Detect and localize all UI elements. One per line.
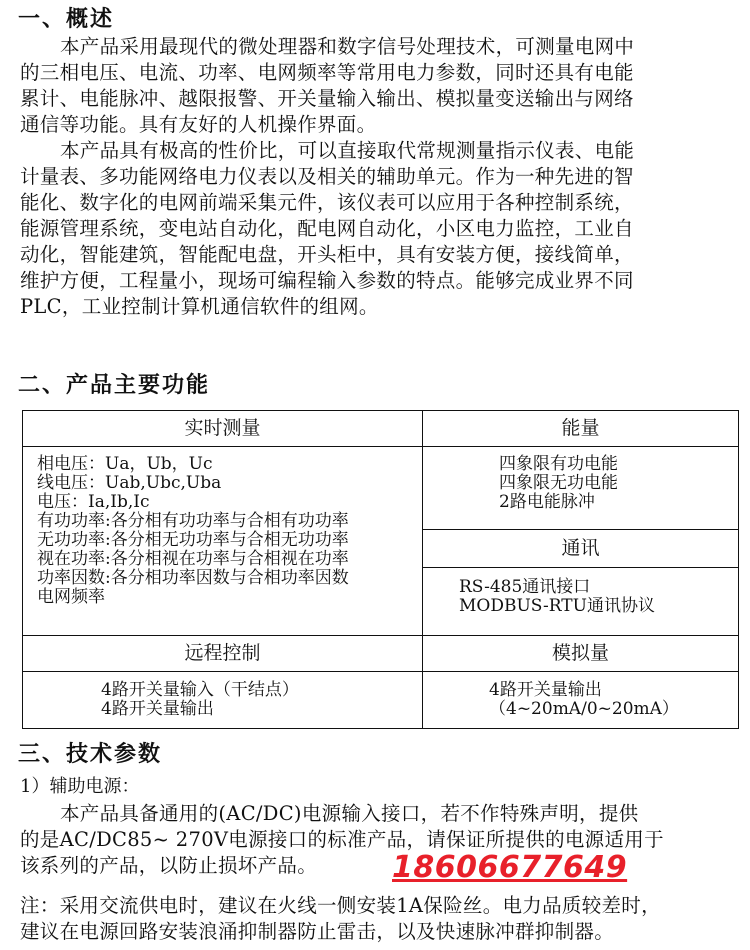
phone-number-watermark: 18606677649 <box>392 850 628 885</box>
list-item: 四象限无功电能 <box>499 473 618 493</box>
list-item: 相电压：Ua，Ub，Uc <box>37 454 213 474</box>
list-item: RS-485通讯接口 <box>459 577 591 597</box>
text-line: 能化、数字化的电网前端采集元件，该仪表可以应用于各种控制系统， <box>20 191 634 214</box>
header-remote: 远程控制 <box>23 636 423 672</box>
energy-cell <box>423 447 739 530</box>
text-line: 本产品具有极高的性价比，可以直接取代常规测量指示仪表、电能 <box>60 139 635 162</box>
overview-paragraph-2 <box>20 138 748 320</box>
list-item: 线电压：Uab,Ubc,Uba <box>37 473 222 493</box>
analog-cell <box>423 672 739 729</box>
list-item: 电网频率 <box>37 587 105 607</box>
header-energy: 能量 <box>423 411 739 447</box>
list-item: 4路开关量输入（干结点） <box>101 680 299 700</box>
text-line: 注：采用交流供电时，建议在火线一侧安装1A保险丝。电力品质较差时， <box>20 894 661 917</box>
list-item: 4路开关量输出 <box>101 699 214 719</box>
list-item: 有功功率:各分相有功功率与合相有功功率 <box>37 511 349 531</box>
header-analog: 模拟量 <box>423 636 739 672</box>
text-line: 动化，智能建筑，智能配电盘，开头柜中，具有安装方便，接线简单， <box>20 243 634 266</box>
functions-table <box>22 410 739 729</box>
overview-paragraph-1 <box>20 34 748 138</box>
section-heading-overview: 一、概述 <box>18 7 115 32</box>
section-heading-specs: 三、技术参数 <box>18 742 163 767</box>
text-line: 通信等功能。具有友好的人机操作界面。 <box>20 113 377 136</box>
section-heading-functions: 二、产品主要功能 <box>18 373 211 398</box>
list-item: 4路开关量输出 <box>489 680 602 700</box>
text-line: 本产品采用最现代的微处理器和数字信号处理技术，可测量电网中 <box>60 35 635 58</box>
text-line: 的三相电压、电流、功率、电网频率等常用电力参数，同时还具有电能 <box>20 61 634 84</box>
text-line: 的是AC/DC85~ 270V电源接口的标准产品，请保证所提供的电源适用于 <box>20 828 664 851</box>
list-item: 2路电能脉冲 <box>499 492 595 512</box>
remote-cell <box>23 672 423 729</box>
text-line: 该系列的产品，以防止损坏产品。 <box>20 854 318 877</box>
subsection-aux-power: 1）辅助电源： <box>20 776 140 797</box>
text-line: 建议在电源回路安装浪涌抑制器防止雷击，以及快速脉冲群抑制器。 <box>20 920 615 943</box>
list-item: 电压：Ia,Ib,Ic <box>37 492 150 512</box>
list-item: 视在功率:各分相视在功率与合相视在功率 <box>37 549 349 569</box>
header-comm: 通讯 <box>423 530 739 568</box>
text-line: 本产品具备通用的(AC/DC)电源输入接口，若不作特殊声明，提供 <box>60 802 639 825</box>
comm-cell <box>423 568 739 636</box>
header-realtime: 实时测量 <box>23 411 423 447</box>
power-paragraph <box>20 801 748 879</box>
text-line: 能源管理系统，变电站自动化，配电网自动化，小区电力监控，工业自 <box>20 217 634 240</box>
text-line: 计量表、多功能网络电力仪表以及相关的辅助单元。作为一种先进的智 <box>20 165 634 188</box>
realtime-cell <box>23 447 423 636</box>
power-note <box>20 893 748 945</box>
list-item: 四象限有功电能 <box>499 454 618 474</box>
list-item: 无功功率:各分相无功功率与合相无功功率 <box>37 530 349 550</box>
text-line: 维护方便，工程量小，现场可编程输入参数的特点。能够完成业界不同 <box>20 269 634 292</box>
text-line: PLC，工业控制计算机通信软件的组网。 <box>20 295 379 318</box>
text-line: 累计、电能脉冲、越限报警、开关量输入输出、模拟量变送输出与网络 <box>20 87 634 110</box>
list-item: （4~20mA/0~20mA） <box>489 699 679 719</box>
list-item: MODBUS-RTU通讯协议 <box>459 596 655 616</box>
list-item: 功率因数:各分相功率因数与合相功率因数 <box>37 568 349 588</box>
